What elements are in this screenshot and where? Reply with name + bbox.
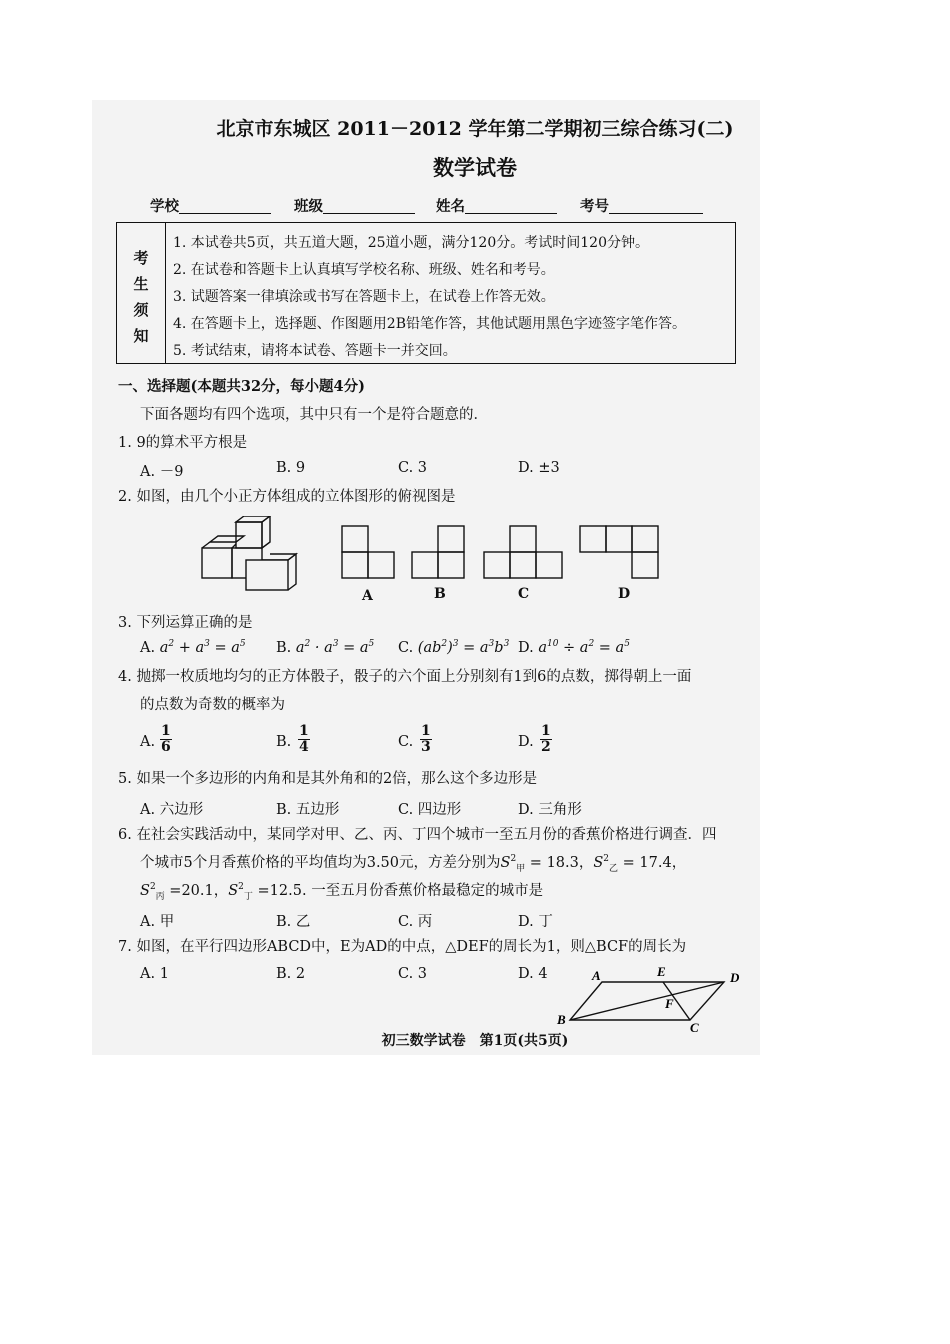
notice-heading bbox=[117, 223, 166, 363]
q4-option-a: $\frac{1}{6}$ bbox=[161, 723, 171, 755]
section-intro: 下面各题均有四个选项，其中只有一个是符合题意的． bbox=[140, 407, 488, 423]
segment-bd bbox=[570, 982, 724, 1020]
exam-subtitle: 数学试卷 bbox=[433, 155, 517, 180]
field-name: 姓名 bbox=[436, 198, 557, 216]
q5-option-d: D. 三角形 bbox=[518, 802, 582, 818]
q1-option-d: D. ±3 bbox=[518, 460, 560, 476]
q4-stem-line1: 4. 抛掷一枚质地均匀的正方体骰子，骰子的六个面上分别刻有1到6的点数，掷得朝上一面 bbox=[118, 669, 692, 685]
q7-option-a: A. 1 bbox=[140, 966, 169, 982]
q1-option-a: A. －9 bbox=[140, 464, 184, 480]
q7-option-b: B. 2 bbox=[276, 966, 306, 982]
exam-title: 北京市东城区 2011－2012 学年第二学期初三综合练习(二) bbox=[216, 118, 734, 140]
q4-option-d: $\frac{1}{2}$ bbox=[541, 723, 551, 755]
field-exam-number: 考号 bbox=[580, 198, 703, 216]
q6-option-a: A. 甲 bbox=[140, 914, 175, 930]
q5-option-b: B. 五边形 bbox=[276, 802, 340, 818]
q2-label-c: C bbox=[518, 586, 530, 602]
q6-stem-line2: 个城市5个月香蕉价格的平均值均为3.50元，方差分别为$S^2_甲 = 18.3$，$S^2_乙 = 17.4$， bbox=[140, 854, 687, 874]
notice-heading-char: 生 bbox=[133, 275, 149, 293]
q2-label-d: D bbox=[618, 586, 631, 602]
q3-stem: 3. 下列运算正确的是 bbox=[118, 615, 253, 631]
notice-item: 2. 在试卷和答题卡上认真填写学校名称、班级、姓名和考号。 bbox=[173, 262, 555, 278]
q6-stem-line3: $S^2_丙 =20.1$，$S^2_丁 =12.5$. 一至五月份香蕉价格最稳定的城市是 bbox=[140, 882, 544, 902]
notice-heading-char: 考 bbox=[133, 249, 149, 267]
q4-option-c-letter: C. bbox=[398, 734, 414, 750]
q1-stem: 1. 9的算术平方根是 bbox=[118, 435, 248, 451]
q2-figures bbox=[198, 516, 678, 592]
q5-option-c: C. 四边形 bbox=[398, 802, 462, 818]
notice-item: 1. 本试卷共5页，共五道大题，25道小题，满分120分。考试时间120分钟。 bbox=[173, 235, 649, 251]
q3-option-b: B. $a^2 \cdot a^3 = a^5$ bbox=[276, 639, 375, 656]
q3-option-d: D. $a^{10} \div a^2 = a^5$ bbox=[518, 639, 630, 656]
q1-option-b: B. 9 bbox=[276, 460, 306, 476]
q4-stem-line2: 的点数为奇数的概率为 bbox=[140, 697, 285, 713]
field-class: 班级 bbox=[294, 198, 415, 216]
q7-option-c: C. 3 bbox=[398, 966, 428, 982]
q6-option-c: C. 丙 bbox=[398, 914, 433, 930]
point-label-f: F bbox=[665, 996, 674, 1011]
point-label-d: D bbox=[730, 970, 740, 985]
field-school: 学校 bbox=[150, 198, 271, 216]
q1-option-c: C. 3 bbox=[398, 460, 428, 476]
notice-heading-char: 知 bbox=[133, 327, 149, 345]
q2-stem: 2. 如图，由几个小正方体组成的立体图形的俯视图是 bbox=[118, 489, 456, 505]
notice-item: 3. 试题答案一律填涂或书写在答题卡上，在试卷上作答无效。 bbox=[173, 289, 555, 305]
parallelogram-figure bbox=[556, 962, 746, 1036]
q6-option-b: B. 乙 bbox=[276, 914, 311, 930]
option-c-figure bbox=[484, 526, 562, 578]
q4-option-c: $\frac{1}{3}$ bbox=[421, 723, 431, 755]
q2-label-b: B bbox=[434, 586, 446, 602]
q6-option-d: D. 丁 bbox=[518, 914, 553, 930]
notice-heading-char: 须 bbox=[133, 301, 149, 319]
page-footer: 初三数学试卷 第1页(共5页) bbox=[381, 1033, 569, 1049]
point-label-e: E bbox=[657, 964, 666, 979]
q7-stem: 7. 如图，在平行四边形ABCD中，E为AD的中点，△DEF的周长为1，则△BCF的周长为 bbox=[118, 939, 687, 955]
notice-box bbox=[116, 222, 736, 364]
cube-solid-figure bbox=[202, 516, 296, 590]
q4-option-d-letter: D. bbox=[518, 734, 534, 750]
option-b-figure bbox=[412, 526, 464, 578]
q2-label-a: A bbox=[362, 588, 373, 604]
q6-stem-line1: 6. 在社会实践活动中，某同学对甲、乙、丙、丁四个城市一至五月份的香蕉价格进行调查．四 bbox=[118, 827, 717, 843]
q5-option-a: A. 六边形 bbox=[140, 802, 204, 818]
notice-item: 5. 考试结束，请将本试卷、答题卡一并交回。 bbox=[173, 343, 457, 359]
notice-item: 4. 在答题卡上，选择题、作图题用2B铅笔作答，其他试题用黑色字迹签字笔作答。 bbox=[173, 316, 687, 332]
option-d-figure bbox=[580, 526, 658, 578]
option-a-figure bbox=[342, 526, 394, 578]
q5-stem: 5. 如果一个多边形的内角和是其外角和的2倍，那么这个多边形是 bbox=[118, 771, 538, 787]
q3-option-c: C. $(ab^2)^3 = a^3b^3$ bbox=[398, 639, 510, 656]
q7-option-d: D. 4 bbox=[518, 966, 548, 982]
point-label-c: C bbox=[690, 1020, 699, 1035]
section-heading: 一、选择题(本题共32分，每小题4分) bbox=[118, 378, 365, 395]
q4-option-b-letter: B. bbox=[276, 734, 292, 750]
q4-option-b: $\frac{1}{4}$ bbox=[299, 723, 309, 755]
q3-option-a: A. $a^2 + a^3 = a^5$ bbox=[140, 639, 246, 656]
point-label-a: A bbox=[592, 968, 601, 983]
point-label-b: B bbox=[557, 1012, 566, 1027]
q4-option-a-letter: A. bbox=[140, 734, 156, 750]
